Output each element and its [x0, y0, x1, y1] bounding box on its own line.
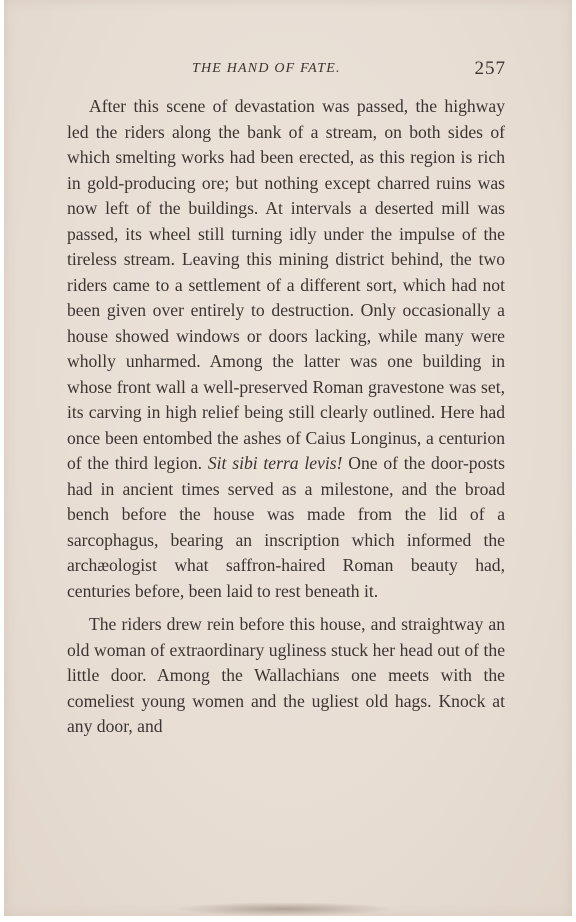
book-page — [4, 0, 572, 916]
page-number: 257 — [474, 58, 506, 79]
paragraph-2: The riders drew rein before this house, and straightway an old woman of extraordinary ugliness stuck her head out of the little door. Among the Wallachians one meets with the comeliest young women and the ugliest old hags. Knock at any door, and — [67, 614, 505, 736]
running-head — [64, 58, 506, 82]
running-title: THE HAND OF FATE. — [192, 61, 341, 76]
paragraph-1-text-a: After this scene of devastation was passed, the highway led the riders along the bank of a stream, on both sides of which smelting works had been erected, as this region is rich in gold-producing ore; but nothing except charred ruins was now left of the buildings. At intervals a deserted mill was passed, its wheel still turning idly under the impulse of the tireless stream. Leaving this mining district behind, the two riders came to a settlement of a different sort, which had not been given over entirely to destruction. Only occasionally a house showed windows or doors lacking, while many were wholly unharmed. Among the latter was one building in whose front wall a well-preserved Roman gravestone was set, its carving in high relief being still clearly outlined. Here had once been entombed the ashes of Caius Longinus, a centurion of the third legion. — [67, 96, 505, 473]
latin-phrase: Sit sibi terra levis! — [207, 453, 343, 473]
paragraph-1-text-b: One of the door-posts had in ancient times served as a milestone, and the broad bench before the house was made from the lid of a sarcophagus, bearing an inscription which informed the archæologist what saffron-haired Roman beauty had, centuries before, been laid to rest beneath it. — [67, 453, 505, 601]
body-text — [67, 94, 505, 740]
paragraph-1 — [67, 94, 505, 604]
